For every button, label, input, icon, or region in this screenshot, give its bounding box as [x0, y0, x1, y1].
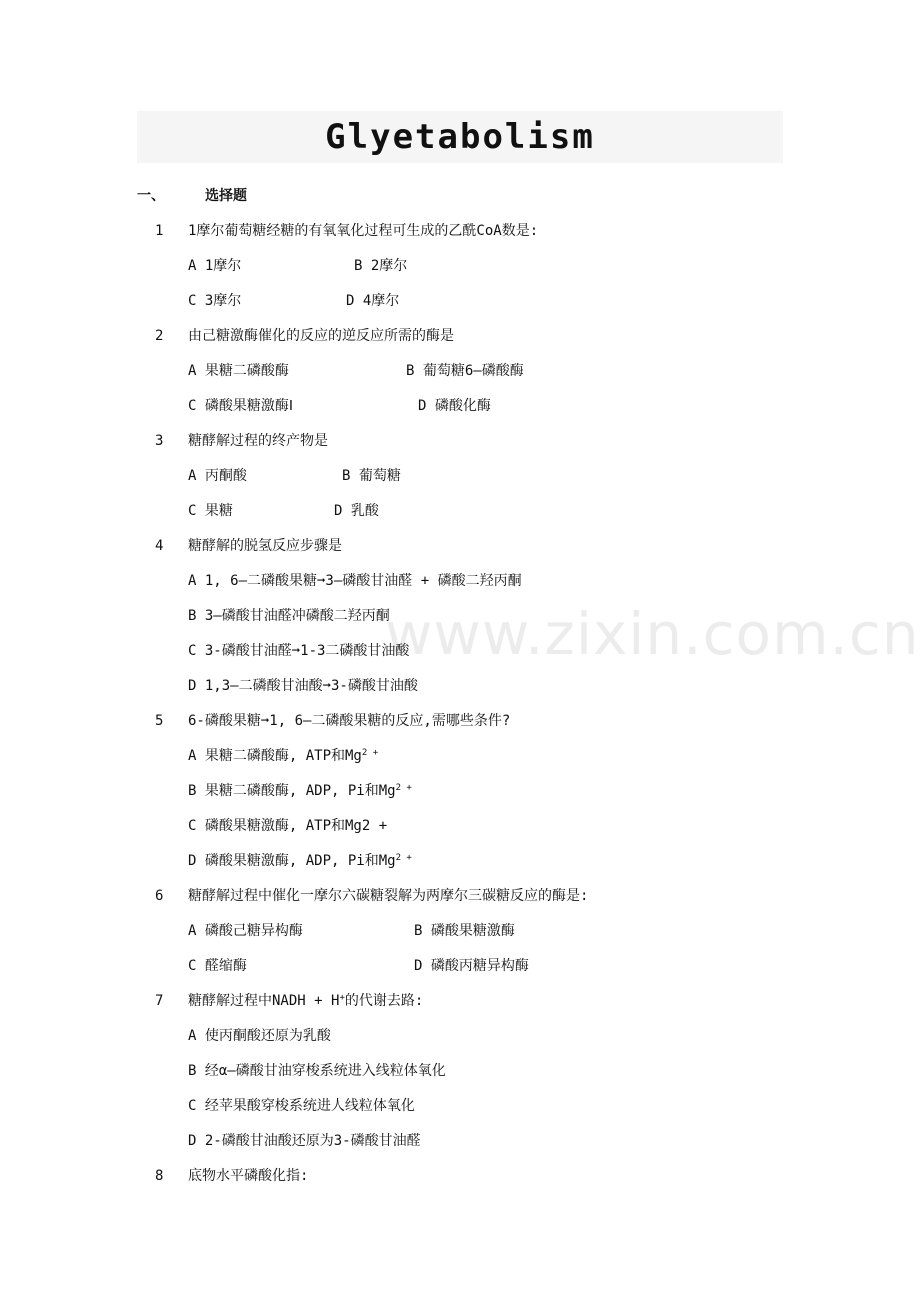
question-7-option-b: B 经α—磷酸甘油穿梭系统进入线粒体氧化 [188, 1063, 446, 1079]
question-6-number: 6 [155, 888, 164, 904]
question-7-option-a: A 使丙酮酸还原为乳酸 [188, 1028, 331, 1044]
question-3-option-b: B 葡萄糖 [342, 468, 401, 484]
question-5-option-b [188, 782, 412, 800]
question-5-number: 5 [155, 713, 164, 729]
question-3-text: 糖酵解过程的终产物是 [188, 433, 328, 449]
page-title: Glyetabolism [325, 117, 595, 157]
question-5-option-d-text: D 磷酸果糖激酶, ADP, Pi和Mg [188, 853, 396, 869]
section-title: 选择题 [205, 188, 247, 204]
question-6-option-c: C 醛缩酶 [188, 958, 247, 974]
question-7-option-d: D 2-磷酸甘油酸还原为3-磷酸甘油醛 [188, 1133, 421, 1149]
question-2-option-d: D 磷酸化酶 [418, 398, 491, 414]
question-6-text: 糖酵解过程中催化一摩尔六碳糖裂解为两摩尔三碳糖反应的酶是: [188, 888, 589, 904]
question-4-option-b: B 3—磷酸甘油醛冲磷酸二羟丙酮 [188, 608, 390, 624]
superscript: + [339, 993, 345, 1003]
section-number: 一、 [137, 188, 165, 204]
question-6-option-a: A 磷酸己糖异构酶 [188, 923, 303, 939]
question-4-option-c: C 3-磷酸甘油醛➞1-3二磷酸甘油酸 [188, 643, 410, 659]
question-2-text: 由己糖激酶催化的反应的逆反应所需的酶是 [188, 328, 454, 344]
question-2-option-c: C 磷酸果糖激酶Ⅰ [188, 398, 293, 414]
question-1-text: 1摩尔葡萄糖经糖的有氧氧化过程可生成的乙酰CoA数是: [188, 223, 539, 239]
question-4-text: 糖酵解的脱氢反应步骤是 [188, 538, 342, 554]
question-6-option-d: D 磷酸丙糖异构酶 [414, 958, 529, 974]
question-7-text-post: 的代谢去路: [344, 993, 424, 1009]
superscript: 2 + [395, 853, 412, 863]
question-3-number: 3 [155, 433, 164, 449]
question-2-number: 2 [155, 328, 164, 344]
question-5-option-a [188, 747, 378, 765]
question-3-option-d: D 乳酸 [334, 503, 379, 519]
question-8-text: 底物水平磷酸化指: [188, 1168, 309, 1184]
question-8-number: 8 [155, 1168, 164, 1184]
question-5-option-b-text: B 果糖二磷酸酶, ADP, Pi和Mg [188, 783, 396, 799]
question-2-option-b: B 葡萄糖6—磷酸酶 [406, 363, 524, 379]
question-5-option-c: C 磷酸果糖激酶, ATP和Mg2 + [188, 818, 388, 834]
superscript: 2 + [361, 748, 379, 758]
question-4-option-a: A 1, 6—二磷酸果糖➞3—磷酸甘油醛 + 磷酸二羟丙酮 [188, 573, 522, 589]
question-1-option-b: B 2摩尔 [354, 258, 408, 274]
question-5-option-a-text: A 果糖二磷酸酶, ATP和Mg [188, 748, 362, 764]
question-4-number: 4 [155, 538, 164, 554]
question-1-option-a: A 1摩尔 [188, 258, 242, 274]
question-7-text-pre: 糖酵解过程中NADH + H [188, 993, 340, 1009]
question-6-option-b: B 磷酸果糖激酶 [414, 923, 515, 939]
question-1-option-c: C 3摩尔 [188, 293, 242, 309]
question-3-option-c: C 果糖 [188, 503, 233, 519]
watermark: www.zixin.com.cn [385, 600, 920, 668]
question-2-option-a: A 果糖二磷酸酶 [188, 363, 289, 379]
question-5-option-d [188, 852, 412, 870]
question-3-option-a: A 丙酮酸 [188, 468, 247, 484]
question-7-option-c: C 经苹果酸穿梭系统进人线粒体氧化 [188, 1098, 415, 1114]
question-5-text: 6-磷酸果糖➞1, 6—二磷酸果糖的反应,需哪些条件? [188, 713, 511, 729]
question-1-option-d: D 4摩尔 [346, 293, 400, 309]
question-7-text [188, 992, 423, 1010]
question-4-option-d: D 1,3—二磷酸甘油酸➞3-磷酸甘油酸 [188, 678, 418, 694]
superscript: 2 + [395, 783, 412, 793]
section-heading [137, 187, 247, 205]
question-1-number: 1 [155, 223, 164, 239]
question-7-number: 7 [155, 993, 164, 1009]
